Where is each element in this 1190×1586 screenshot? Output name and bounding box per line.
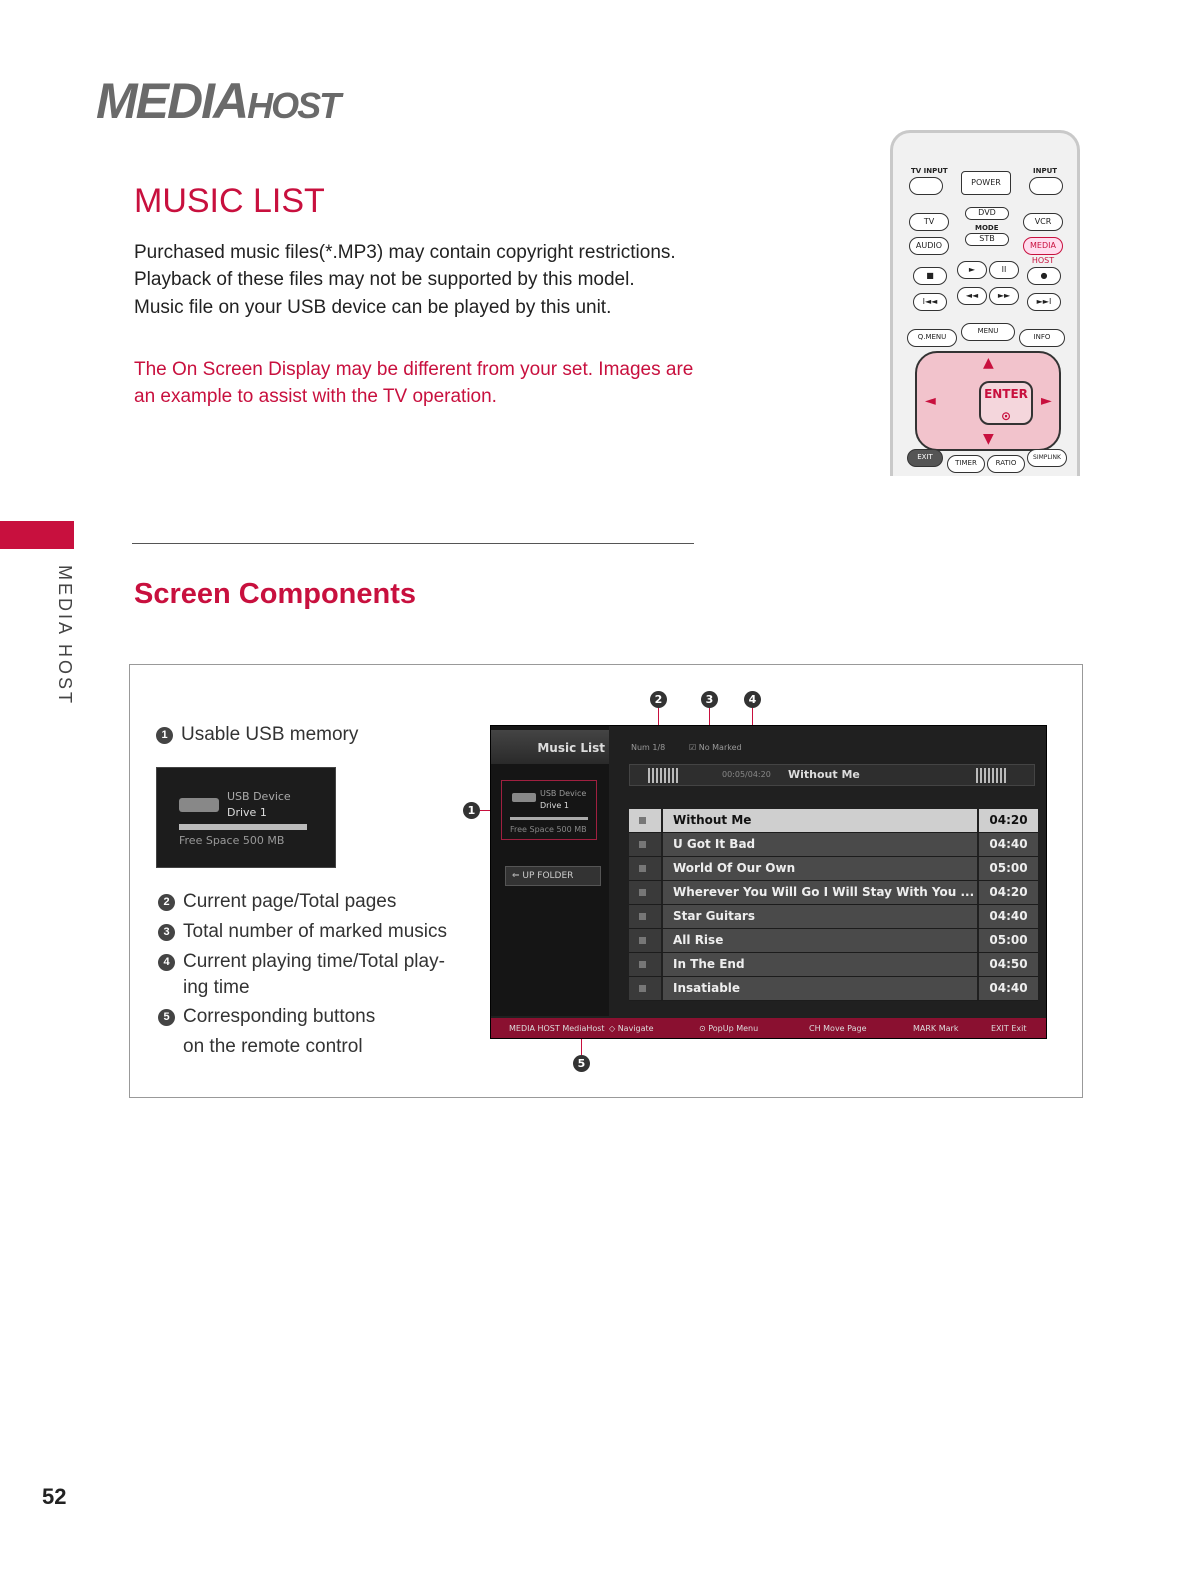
track-duration: 04:20 — [979, 809, 1038, 832]
usb-thumb-line1: USB Device — [227, 790, 291, 803]
screen-components-title: Screen Components — [134, 578, 416, 610]
legend-item-5 — [158, 1006, 375, 1028]
callout-4: 4 — [744, 691, 761, 708]
legend-item-4 — [158, 951, 445, 973]
legend-item-3 — [158, 921, 447, 943]
section-title: MUSIC LIST — [134, 182, 325, 220]
screen-title: Music List — [491, 730, 609, 764]
track-title: World Of Our Own — [663, 857, 977, 880]
left-arrow-icon[interactable]: ◄ — [925, 393, 936, 409]
rewind-button[interactable]: ◄◄ — [957, 287, 987, 305]
legend-text-3: Total number of marked musics — [183, 921, 447, 942]
track-row[interactable] — [629, 929, 1038, 953]
track-row[interactable] — [629, 977, 1038, 1001]
tv-input-button[interactable] — [909, 177, 943, 195]
track-duration: 04:20 — [979, 881, 1038, 904]
media-host-button[interactable]: MEDIA HOST — [1023, 237, 1063, 255]
legend-number-3: 3 — [158, 924, 175, 941]
track-title: All Rise — [663, 929, 977, 952]
legend-number-1: 1 — [156, 727, 173, 744]
track-duration: 04:50 — [979, 953, 1038, 976]
down-arrow-icon[interactable]: ▼ — [983, 431, 994, 447]
callout-3: 3 — [701, 691, 718, 708]
track-row[interactable] — [629, 881, 1038, 905]
stb-button[interactable]: STB — [965, 233, 1009, 246]
usb-thumb-line2: Drive 1 — [227, 806, 267, 819]
intro-line-3: Music file on your USB device can be played by this unit. — [134, 297, 612, 318]
usb-device-card[interactable] — [501, 780, 597, 840]
side-label: MEDIA HOST — [55, 565, 75, 707]
legend-number-2: 2 — [158, 894, 175, 911]
track-duration: 04:40 — [979, 833, 1038, 856]
track-title: Insatiable — [663, 977, 977, 1000]
usb-free-space-bar — [510, 817, 588, 820]
track-title: In The End — [663, 953, 977, 976]
usb-thumb-line3: Free Space 500 MB — [179, 834, 285, 847]
track-list — [629, 809, 1038, 1001]
info-button[interactable]: INFO — [1019, 329, 1065, 347]
screen-sidebar — [491, 726, 609, 1016]
remote-control — [890, 130, 1080, 476]
play-button[interactable]: ► — [957, 261, 987, 279]
brand-logo — [96, 72, 339, 130]
footer-move-page[interactable]: CH Move Page — [809, 1024, 867, 1033]
track-checkbox[interactable] — [629, 953, 661, 976]
callout-5: 5 — [573, 1055, 590, 1072]
enter-button[interactable]: ENTER ⊙ — [979, 381, 1033, 425]
intro-line-2: Playback of these files may not be supported by this model. — [134, 269, 635, 290]
track-checkbox[interactable] — [629, 809, 661, 832]
legend-item-1 — [156, 724, 358, 746]
power-button[interactable]: POWER — [961, 171, 1011, 195]
track-row[interactable] — [629, 953, 1038, 977]
page-number: 52 — [42, 1484, 67, 1509]
music-list-screen — [490, 725, 1047, 1039]
osd-note: The On Screen Display may be different from your set. Images are an example to assist with the TV operation. — [134, 359, 694, 407]
tv-input-label: TV INPUT — [911, 167, 948, 175]
audio-button[interactable]: AUDIO — [909, 237, 949, 255]
footer-exit[interactable]: EXIT Exit — [991, 1024, 1027, 1033]
next-button[interactable]: ►►I — [1027, 293, 1061, 311]
track-duration: 04:40 — [979, 905, 1038, 928]
timer-button[interactable]: TIMER — [947, 455, 985, 473]
track-title: Without Me — [663, 809, 977, 832]
usb-device-label: USB Device — [540, 789, 587, 798]
footer-navigate[interactable]: ◇ Navigate — [609, 1024, 654, 1033]
up-folder-button[interactable]: ⇐ UP FOLDER — [505, 866, 601, 886]
track-checkbox[interactable] — [629, 905, 661, 928]
prev-button[interactable]: I◄◄ — [913, 293, 947, 311]
track-row[interactable] — [629, 809, 1038, 833]
track-checkbox[interactable] — [629, 881, 661, 904]
usb-free-space-label: Free Space 500 MB — [510, 825, 587, 834]
page-indicator: Num 1/8 — [631, 743, 666, 752]
mode-label: MODE — [975, 224, 999, 232]
footer-mark[interactable]: MARK Mark — [913, 1024, 959, 1033]
usb-icon — [512, 793, 536, 802]
fast-forward-button[interactable]: ►► — [989, 287, 1019, 305]
footer-popup-menu[interactable]: ⊙ PopUp Menu — [699, 1024, 759, 1033]
record-button[interactable]: ● — [1027, 267, 1061, 285]
simplink-button[interactable]: SIMPLINK — [1027, 449, 1067, 467]
track-checkbox[interactable] — [629, 977, 661, 1000]
callout-1: 1 — [463, 802, 480, 819]
q-menu-button[interactable]: Q.MENU — [907, 329, 957, 347]
usb-drive-label: Drive 1 — [540, 801, 569, 810]
stop-button[interactable]: ■ — [913, 267, 947, 285]
screen-footer — [491, 1018, 1047, 1039]
ratio-button[interactable]: RATIO — [987, 455, 1025, 473]
track-checkbox[interactable] — [629, 857, 661, 880]
right-arrow-icon[interactable]: ► — [1041, 393, 1052, 409]
legend-text-4a: Current playing time/Total play- — [183, 951, 445, 972]
pause-button[interactable]: II — [989, 261, 1019, 279]
now-playing-title: Without Me — [788, 768, 860, 781]
callout-2: 2 — [650, 691, 667, 708]
menu-button[interactable]: MENU — [961, 323, 1015, 341]
track-duration: 05:00 — [979, 857, 1038, 880]
brand-small: HOST — [247, 85, 340, 126]
legend-item-4-cont: ing time — [183, 977, 250, 998]
legend-number-5: 5 — [158, 1009, 175, 1026]
track-title: Star Guitars — [663, 905, 977, 928]
track-row[interactable] — [629, 905, 1038, 929]
side-tab — [0, 521, 74, 549]
legend-text-5a: Corresponding buttons — [183, 1006, 376, 1027]
now-playing-bar — [629, 764, 1035, 786]
marked-indicator: ☑ No Marked — [689, 743, 742, 752]
dvd-button[interactable]: DVD — [965, 207, 1009, 220]
tv-button[interactable]: TV — [909, 213, 949, 231]
track-checkbox[interactable] — [629, 833, 661, 856]
usb-device-thumbnail — [156, 767, 336, 868]
enter-label: ENTER — [984, 387, 1028, 401]
legend-number-4: 4 — [158, 954, 175, 971]
legend-item-2 — [158, 891, 396, 913]
legend-text-2: Current page/Total pages — [183, 891, 397, 912]
track-title: Wherever You Will Go I Will Stay With You ... — [663, 881, 977, 904]
equalizer-icon — [648, 768, 680, 783]
up-folder-label: UP FOLDER — [522, 871, 574, 881]
track-title: U Got It Bad — [663, 833, 977, 856]
track-duration: 05:00 — [979, 929, 1038, 952]
track-duration: 04:40 — [979, 977, 1038, 1000]
vcr-button[interactable]: VCR — [1023, 213, 1063, 231]
divider — [132, 543, 694, 544]
footer-media-host[interactable]: MEDIA HOST MediaHost — [509, 1024, 605, 1033]
navigation-pad[interactable] — [915, 351, 1061, 451]
exit-button[interactable]: EXIT — [907, 449, 943, 467]
usb-space-bar — [179, 824, 307, 830]
track-row[interactable] — [629, 857, 1038, 881]
input-button[interactable] — [1029, 177, 1063, 195]
legend-item-5-cont: on the remote control — [183, 1036, 363, 1057]
track-checkbox[interactable] — [629, 929, 661, 952]
brand-big: MEDIA — [96, 73, 248, 129]
usb-drive-icon — [179, 798, 219, 812]
up-arrow-icon[interactable]: ▲ — [983, 355, 994, 371]
equalizer-icon-right — [976, 768, 1008, 783]
track-row[interactable] — [629, 833, 1038, 857]
playing-time: 00:05/04:20 — [722, 770, 771, 779]
intro-line-1: Purchased music files(*.MP3) may contain copyright restrictions. — [134, 242, 676, 263]
input-label: INPUT — [1033, 167, 1058, 175]
legend-text-1: Usable USB memory — [181, 724, 359, 745]
